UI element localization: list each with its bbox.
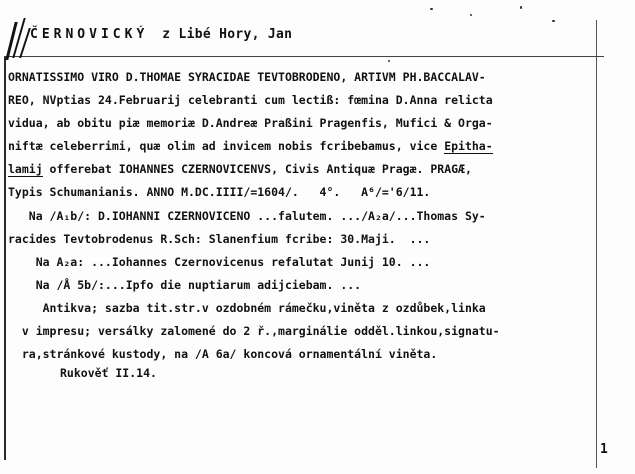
contents-line: racides Tevtobrodenus R.Sch: Slanenfium fcribe: 30.Maji. ... [8,232,431,246]
underlined-word: lamij [8,162,43,176]
scan-speck [470,14,472,16]
card-heading [30,27,292,42]
page-number: 1 [600,442,608,457]
contents-line: v impresu; versálky zalomené do 2 ř.,marginálie odděl.linkou,signatu- [8,324,500,338]
contents-line: Na /Å 5b/:...Ipfo die nuptiarum adijciebam. ... [8,278,362,292]
description-line [8,135,493,158]
contents-notes [8,205,500,366]
title-description [8,66,493,204]
scan-speck [520,6,522,9]
author-surname: ČERNOVICKÝ [30,27,149,42]
description-line: REO, NVptias 24.Februarij celebranti cum lectiß: fœmina D.Anna relicta [8,93,493,107]
contents-line: Na A₂a: ...Iohannes Czernovicenus refalutat Junij 10. ... [8,255,431,269]
author-name-rest: z Libé Hory, Jan [162,27,293,42]
contents-line: ra,stránkové kustody, na /A 6a/ koncová ornamentální viněta. [8,347,438,361]
scan-speck [388,60,390,62]
description-line: vidua, ab obitu piæ memoriæ D.Andreæ Praßini Pragenfis, Mufici & Orga- [8,116,493,130]
card-left-border [4,56,6,460]
shelfmark: Rukověť II.14. [60,366,157,380]
card-header-rule [4,56,604,57]
description-line-text: niftæ celeberrimi, quæ olim ad invicem nobis fcribebamus, vice [8,139,445,153]
description-line: ORNATISSIMO VIRO D.THOMAE SYRACIDAE TEVTOBRODENO, ARTIVM PH.BACCALAV- [8,70,486,84]
card-right-border [596,20,597,468]
scan-speck [430,8,433,10]
contents-line: Na /A₁b/: D.IOHANNI CZERNOVICENO ...falutem. .../A₂a/...Thomas Sy- [8,209,486,223]
description-line [8,158,493,181]
description-line-text: offerebat IOHANNES CZERNOVICENVS, Civis Antiquæ Pragæ. PRAGÆ, [42,162,472,176]
scan-speck [552,20,555,22]
description-line: Typis Schumanianis. ANNO M.DC.IIII/=1604/. 4°. A⁶/='6/11. [8,185,431,199]
contents-line: Antikva; sazba tit.str.v ozdobném rámečku,viněta z ozdůbek,linka [8,301,486,315]
underlined-word: Epitha- [444,139,493,153]
